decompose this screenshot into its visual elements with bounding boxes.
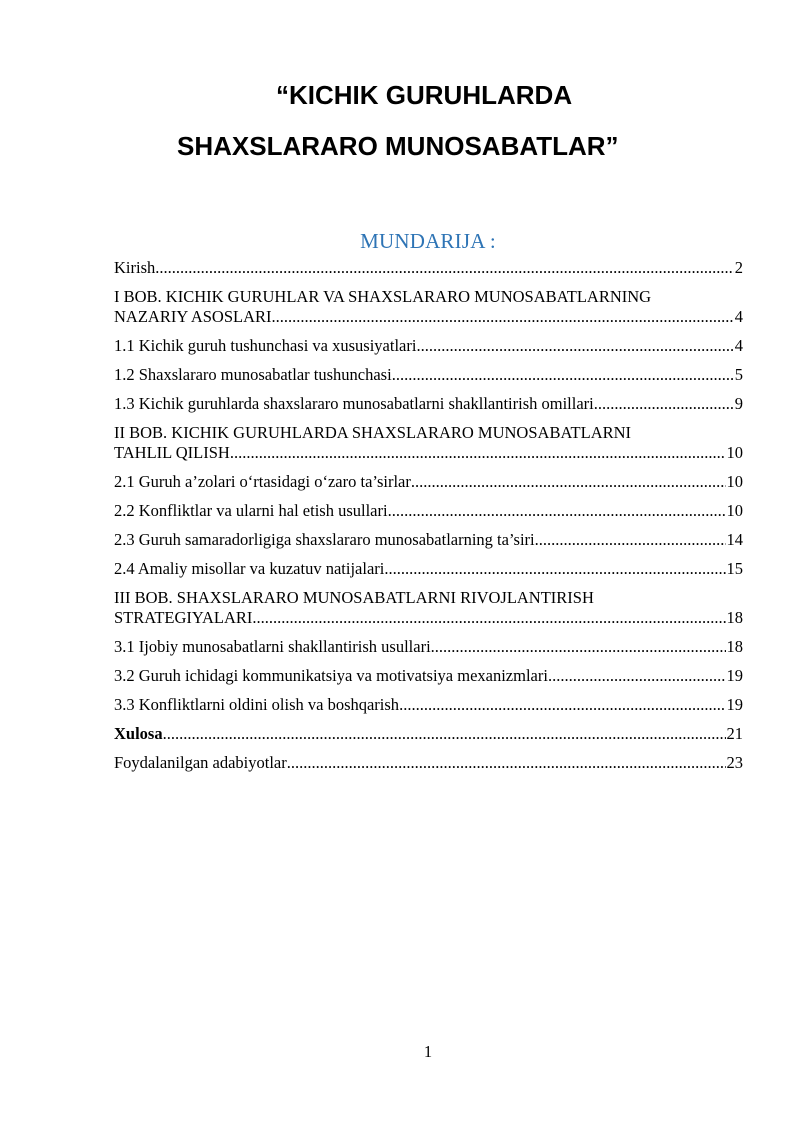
toc-entry-2-4[interactable]: [114, 559, 743, 579]
toc-entry-3-3[interactable]: [114, 695, 743, 715]
toc-entry-page: 18: [726, 608, 743, 627]
toc-entry-2-1[interactable]: [114, 472, 743, 492]
toc-entry-adabiyotlar[interactable]: [114, 753, 743, 773]
toc-entry-page: 4: [734, 336, 743, 355]
toc-entry-page: 2: [734, 258, 743, 277]
toc-entry-text: 1.1 Kichik guruh tushunchasi va xususiyatlari: [114, 336, 417, 355]
dot-leader: [431, 637, 726, 657]
toc-entry-text: Foydalanilgan adabiyotlar: [114, 753, 287, 772]
dot-leader: [155, 258, 734, 278]
toc-entry-kirish[interactable]: [114, 258, 743, 278]
dot-leader: [388, 501, 726, 521]
toc-entry-text: 2.2 Konfliktlar va ularni hal etish usullari: [114, 501, 388, 520]
toc-entry-text: Xulosa: [114, 724, 163, 743]
toc-entry-text: STRATEGIYALARI: [114, 608, 253, 627]
toc-entry-page: 18: [726, 637, 743, 656]
toc-entry-page: 15: [726, 559, 743, 578]
toc-entry-chapter-2[interactable]: [114, 423, 743, 463]
dot-leader: [287, 753, 726, 773]
dot-leader: [272, 307, 734, 327]
toc-entry-page: 21: [726, 724, 743, 743]
dot-leader: [535, 530, 726, 550]
toc-entry-page: 19: [726, 695, 743, 714]
toc-entry-chapter-1[interactable]: [114, 287, 743, 327]
dot-leader: [230, 443, 726, 463]
toc-entry-1-1[interactable]: [114, 336, 743, 356]
toc-entry-text: NAZARIY ASOSLARI: [114, 307, 272, 326]
toc-entry-page: 5: [734, 365, 743, 384]
toc-entry-page: 10: [726, 501, 743, 520]
toc-entry-text: 2.3 Guruh samaradorligiga shaxslararo munosabatlarning ta’siri: [114, 530, 535, 549]
toc-entry-page: 4: [734, 307, 743, 326]
dot-leader: [163, 724, 726, 744]
title-line-1: “KICHIK GURUHLARDA: [276, 80, 573, 110]
dot-leader: [548, 666, 726, 686]
toc-entry-page: 14: [726, 530, 743, 549]
toc-entry-page: 10: [726, 443, 743, 462]
dot-leader: [416, 336, 733, 356]
toc-entry-text: 3.2 Guruh ichidagi kommunikatsiya va motivatsiya mexanizmlari: [114, 666, 548, 685]
toc-entry-text: 1.2 Shaxslararo munosabatlar tushunchasi: [114, 365, 392, 384]
toc-entry-2-3[interactable]: [114, 530, 743, 550]
table-of-contents: [114, 258, 743, 782]
toc-entry-text: 2.4 Amaliy misollar va kuzatuv natijalari: [114, 559, 385, 578]
toc-entry-text: Kirish: [114, 258, 156, 277]
toc-entry-text: TAHLIL QILISH: [114, 443, 230, 462]
toc-entry-xulosa[interactable]: [114, 724, 743, 744]
toc-entry-text-line1: I BOB. KICHIK GURUHLAR VA SHAXSLARARO MUNOSABATLARNING: [114, 287, 652, 306]
toc-entry-page: 9: [734, 394, 743, 413]
dot-leader: [392, 365, 734, 385]
toc-heading: MUNDARIJA :: [360, 229, 496, 253]
toc-entry-1-2[interactable]: [114, 365, 743, 385]
toc-entry-page: 10: [726, 472, 743, 491]
page-number: 1: [423, 1042, 433, 1061]
toc-entry-text-line1: II BOB. KICHIK GURUHLARDA SHAXSLARARO MUNOSABATLARNI: [114, 423, 632, 442]
toc-entry-text: 3.1 Ijobiy munosabatlarni shakllantirish usullari: [114, 637, 431, 656]
toc-entry-text: 2.1 Guruh a’zolari o‘rtasidagi o‘zaro ta’sirlar: [114, 472, 411, 491]
toc-entry-1-3[interactable]: [114, 394, 743, 414]
toc-entry-3-1[interactable]: [114, 637, 743, 657]
dot-leader: [252, 608, 725, 628]
toc-entry-text-line1: III BOB. SHAXSLARARO MUNOSABATLARNI RIVOJLANTIRISH: [114, 588, 594, 607]
toc-entry-chapter-3[interactable]: [114, 588, 743, 628]
toc-entry-text: 1.3 Kichik guruhlarda shaxslararo munosabatlarni shakllantirish omillari: [114, 394, 594, 413]
toc-entry-text: 3.3 Konfliktlarni oldini olish va boshqarish: [114, 695, 400, 714]
toc-entry-2-2[interactable]: [114, 501, 743, 521]
title-line-2: SHAXSLARARO MUNOSABATLAR”: [177, 131, 619, 161]
dot-leader: [399, 695, 725, 715]
toc-entry-page: 19: [726, 666, 743, 685]
dot-leader: [384, 559, 725, 579]
toc-entry-3-2[interactable]: [114, 666, 743, 686]
dot-leader: [594, 394, 734, 414]
dot-leader: [411, 472, 726, 492]
toc-entry-page: 23: [726, 753, 743, 772]
